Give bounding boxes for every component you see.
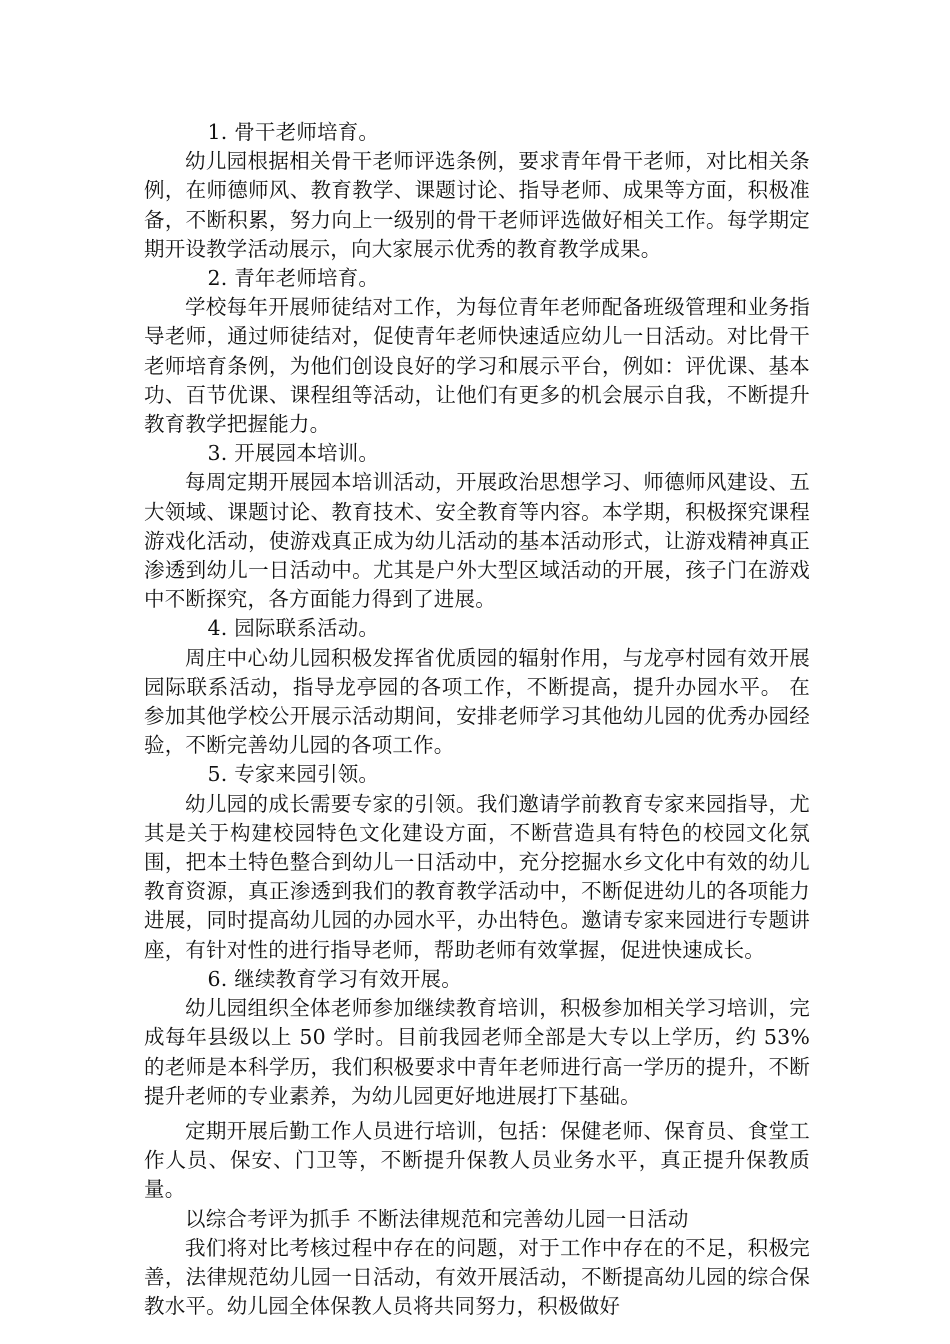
body-paragraph: 定期开展后勤工作人员进行培训，包括：保健老师、保育员、食堂工作人员、保安、门卫等，不断提升保教人员业务水平，真正提升保教质量。 <box>144 1118 810 1202</box>
subsection-title: 以综合考评为抓手 不断法律规范和完善幼儿园一日活动 <box>185 1206 689 1231</box>
section-heading: 2. 青年老师培育。 <box>207 266 380 291</box>
section-heading: 5. 专家来园引领。 <box>207 762 380 787</box>
body-paragraph: 幼儿园的成长需要专家的引领。我们邀请学前教育专家来园指导，尤其是关于构建校园特色文化建设方面，不断营造具有特色的校园文化氛围，把本土特色整合到幼儿一日活动中，充分挖掘水乡文化中有效的幼儿教育资源，真正渗透到我们的教育教学活动中，不断促进幼儿的各项能力进展，同时提高幼儿园的办园水平，办出特色。邀请专家来园进行专题讲座，有针对性的进行指导老师，帮助老师有效掌握，促进快速成长。 <box>144 791 810 962</box>
section-heading: 3. 开展园本培训。 <box>207 441 380 466</box>
body-paragraph: 学校每年开展师徒结对工作，为每位青年老师配备班级管理和业务指导老师，通过师徒结对，促使青年老师快速适应幼儿一日活动。对比骨干老师培育条例，为他们创设良好的学习和展示平台，例如：评优课、基本功、百节优课、课程组等活动，让他们有更多的机会展示自我，不断提升教育教学把握能力。 <box>144 295 810 437</box>
section-heading: 4. 园际联系活动。 <box>207 616 380 641</box>
section-heading: 1. 骨干老师培育。 <box>207 120 380 144</box>
body-paragraph: 幼儿园根据相关骨干老师评选条例，要求青年骨干老师，对比相关条例，在师德师风、教育教学、课题讨论、指导老师、成果等方面，积极准备，不断积累，努力向上一级别的骨干老师评选做好相关工作。每学期定期开设教学活动展示，向大家展示优秀的教育教学成果。 <box>144 149 810 261</box>
section-heading: 6. 继续教育学习有效开展。 <box>207 966 462 991</box>
body-paragraph: 每周定期开展园本培训活动，开展政治思想学习、师德师风建设、五大领域、课题讨论、教育技术、安全教育等内容。本学期，积极探究课程游戏化活动，使游戏真正成为幼儿活动的基本活动形式，让游戏精神真正渗透到幼儿一日活动中。尤其是户外大型区域活动的开展，孩子门在游戏中不断探究，各方面能力得到了进展。 <box>144 470 810 612</box>
body-paragraph: 周庄中心幼儿园积极发挥省优质园的辐射作用，与龙亭村园有效开展园际联系活动，指导龙亭园的各项工作，不断提高，提升办园水平。 在参加其他学校公开展示活动期间，安排老师学习其他幼儿园的优秀办园经验，不断完善幼儿园的各项工作。 <box>144 645 810 758</box>
body-paragraph: 幼儿园组织全体老师参加继续教育培训，积极参加相关学习培训，完成每年县级以上 50 学时。目前我园老师全部是大专以上学历，约 53%的老师是本科学历，我们积极要求中青年老师进行高一学历的提升，不断提升老师的专业素养，为幼儿园更好地进展打下基础。 <box>144 996 810 1108</box>
document-body <box>144 118 810 1321</box>
body-paragraph: 我们将对比考核过程中存在的问题，对于工作中存在的不足，积极完善，法律规范幼儿园一日活动，有效开展活动，不断提高幼儿园的综合保教水平。幼儿园全体保教人员将共同努力，积极做好 <box>144 1235 810 1319</box>
